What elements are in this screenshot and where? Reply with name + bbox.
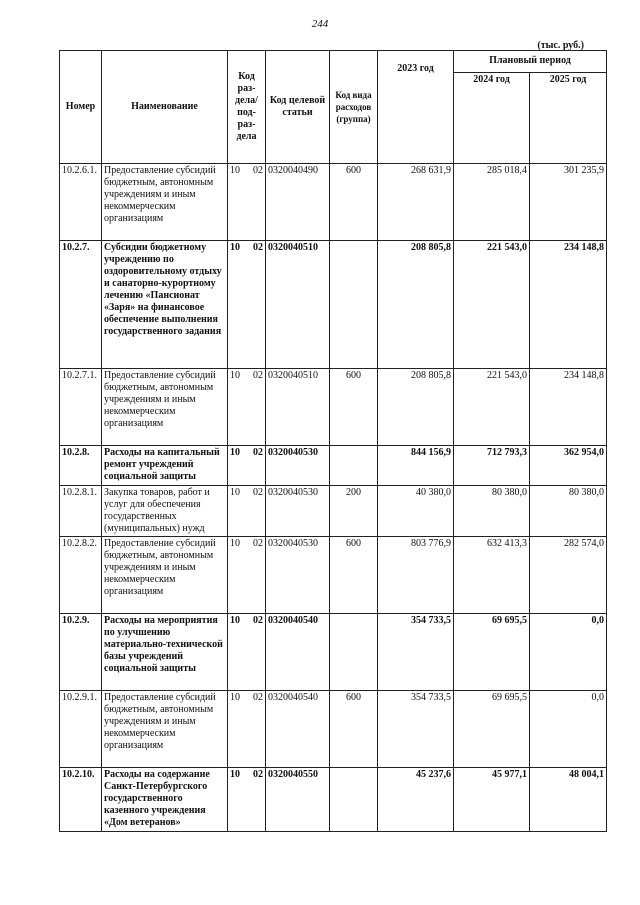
row-2023: 354 733,5	[378, 614, 454, 691]
section-code: 10	[230, 692, 240, 703]
row-name: Предоставление субсидий бюджетным, автономным учреждениям и иным некоммерческим организациям	[102, 537, 228, 614]
budget-table	[59, 50, 607, 832]
row-section	[228, 164, 266, 241]
header-2024: 2024 год	[454, 72, 530, 163]
header-expense-type: Код вида расходов (группа)	[330, 51, 378, 164]
row-target: 0320040510	[266, 241, 330, 369]
subsection-code: 02	[253, 242, 263, 253]
section-code: 10	[230, 370, 240, 381]
header-number: Номер	[60, 51, 102, 164]
row-type: 600	[330, 691, 378, 768]
subsection-code: 02	[253, 487, 263, 498]
row-2024: 285 018,4	[454, 164, 530, 241]
row-target: 0320040490	[266, 164, 330, 241]
row-2023: 208 805,8	[378, 369, 454, 446]
row-section	[228, 537, 266, 614]
row-type	[330, 768, 378, 832]
section-code: 10	[230, 165, 240, 176]
row-type: 200	[330, 486, 378, 537]
row-2024: 69 695,5	[454, 691, 530, 768]
row-number: 10.2.7.1.	[60, 369, 102, 446]
row-type: 600	[330, 537, 378, 614]
header-2025: 2025 год	[530, 72, 607, 163]
section-code: 10	[230, 769, 240, 780]
row-2025: 301 235,9	[530, 164, 607, 241]
row-name: Субсидии бюджетному учреждению по оздоровительному отдыху и санаторно-курортному лечению «Пансионат «Заря» на финансовое обеспечение выполнения государственного задания	[102, 241, 228, 369]
row-number: 10.2.6.1.	[60, 164, 102, 241]
row-section	[228, 768, 266, 832]
row-2025: 282 574,0	[530, 537, 607, 614]
subsection-code: 02	[253, 538, 263, 549]
row-name: Расходы на мероприятия по улучшению материально-технической базы учреждений социальной защиты	[102, 614, 228, 691]
row-2023: 40 380,0	[378, 486, 454, 537]
row-section	[228, 486, 266, 537]
row-2024: 221 543,0	[454, 241, 530, 369]
table-row	[60, 486, 607, 537]
row-target: 0320040550	[266, 768, 330, 832]
row-2024: 221 543,0	[454, 369, 530, 446]
table-row	[60, 614, 607, 691]
section-code: 10	[230, 615, 240, 626]
row-section	[228, 614, 266, 691]
row-target: 0320040530	[266, 537, 330, 614]
section-code: 10	[230, 242, 240, 253]
table-row	[60, 691, 607, 768]
row-2023: 268 631,9	[378, 164, 454, 241]
row-2023: 844 156,9	[378, 446, 454, 486]
row-target: 0320040510	[266, 369, 330, 446]
table-row	[60, 164, 607, 241]
table-row	[60, 446, 607, 486]
row-section	[228, 446, 266, 486]
row-section	[228, 241, 266, 369]
row-name: Закупка товаров, работ и услуг для обеспечения государственных (муниципальных) нужд	[102, 486, 228, 537]
row-type: 600	[330, 164, 378, 241]
subsection-code: 02	[253, 615, 263, 626]
row-number: 10.2.8.1.	[60, 486, 102, 537]
row-number: 10.2.9.1.	[60, 691, 102, 768]
row-target: 0320040540	[266, 614, 330, 691]
row-name: Расходы на содержание Санкт-Петербургского государственного казенного учреждения «Дом ветеранов»	[102, 768, 228, 832]
subsection-code: 02	[253, 769, 263, 780]
row-type: 600	[330, 369, 378, 446]
subsection-code: 02	[253, 370, 263, 381]
section-code: 10	[230, 447, 240, 458]
row-target: 0320040530	[266, 486, 330, 537]
row-number: 10.2.9.	[60, 614, 102, 691]
table-row	[60, 537, 607, 614]
header-2023: 2023 год	[378, 51, 454, 164]
table-row	[60, 768, 607, 832]
section-code: 10	[230, 487, 240, 498]
row-2025: 234 148,8	[530, 241, 607, 369]
row-2023: 45 237,6	[378, 768, 454, 832]
row-number: 10.2.10.	[60, 768, 102, 832]
row-2025: 48 004,1	[530, 768, 607, 832]
row-section	[228, 691, 266, 768]
row-number: 10.2.7.	[60, 241, 102, 369]
row-number: 10.2.8.	[60, 446, 102, 486]
page-number: 244	[311, 18, 329, 30]
row-target: 0320040530	[266, 446, 330, 486]
row-name: Предоставление субсидий бюджетным, автономным учреждениям и иным некоммерческим организациям	[102, 164, 228, 241]
table-row	[60, 241, 607, 369]
row-2025: 0,0	[530, 691, 607, 768]
row-2025: 0,0	[530, 614, 607, 691]
row-section	[228, 369, 266, 446]
subsection-code: 02	[253, 692, 263, 703]
table-row	[60, 369, 607, 446]
subsection-code: 02	[253, 165, 263, 176]
header-planned: Плановый период	[454, 51, 607, 73]
row-number: 10.2.8.2.	[60, 537, 102, 614]
row-2025: 80 380,0	[530, 486, 607, 537]
row-type	[330, 614, 378, 691]
row-2024: 80 380,0	[454, 486, 530, 537]
subsection-code: 02	[253, 447, 263, 458]
row-name: Предоставление субсидий бюджетным, автономным учреждениям и иным некоммерческим организациям	[102, 369, 228, 446]
section-code: 10	[230, 538, 240, 549]
row-type	[330, 241, 378, 369]
row-2024: 632 413,3	[454, 537, 530, 614]
row-2023: 208 805,8	[378, 241, 454, 369]
row-2023: 803 776,9	[378, 537, 454, 614]
units-label: (тыс. руб.)	[537, 40, 584, 51]
row-2024: 69 695,5	[454, 614, 530, 691]
row-2025: 234 148,8	[530, 369, 607, 446]
row-name: Расходы на капитальный ремонт учреждений социальной защиты	[102, 446, 228, 486]
header-section: Код раз- дела/ под- раз- дела	[228, 51, 266, 164]
row-type	[330, 446, 378, 486]
header-name: Наименование	[102, 51, 228, 164]
row-2023: 354 733,5	[378, 691, 454, 768]
row-name: Предоставление субсидий бюджетным, автономным учреждениям и иным некоммерческим организациям	[102, 691, 228, 768]
header-target: Код целевой статьи	[266, 51, 330, 164]
row-2024: 712 793,3	[454, 446, 530, 486]
row-2024: 45 977,1	[454, 768, 530, 832]
row-target: 0320040540	[266, 691, 330, 768]
row-2025: 362 954,0	[530, 446, 607, 486]
